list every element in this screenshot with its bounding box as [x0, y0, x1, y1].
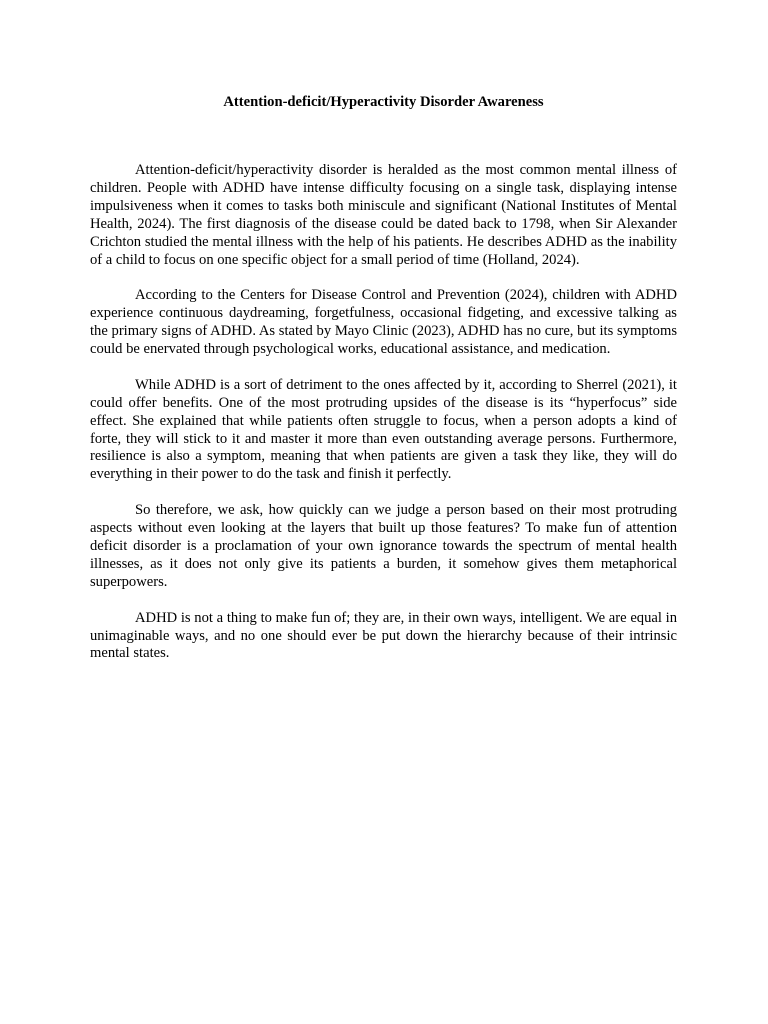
paragraph-5: ADHD is not a thing to make fun of; they are, in their own ways, intelligent. We are equal in unimaginable ways, and no one should ever be put down the hierarchy because of their intrinsic mental states. [90, 609, 677, 662]
paragraph-4: So therefore, we ask, how quickly can we judge a person based on their most protruding aspects without even looking at the layers that built up those features? To make fun of attention deficit disorder is a proclamation of your own ignorance towards the spectrum of mental health illnesses, as it does not only give its patients a burden, it somehow gives them metaphorical superpowers. [90, 502, 677, 590]
paragraph-2: According to the Centers for Disease Control and Prevention (2024), children with ADHD experience continuous daydreaming, forgetfulness, occasional fidgeting, and excessive talking as the primary signs of ADHD. As stated by Mayo Clinic (2023), ADHD has no cure, but its symptoms could be enervated through psychological works, educational assistance, and medication. [90, 287, 677, 358]
paragraph-1: Attention-deficit/hyperactivity disorder is heralded as the most common mental illness of children. People with ADHD have intense difficulty focusing on a single task, displaying intense impulsiveness when it comes to tasks both miniscule and significant (National Institutes of Mental Health, 2024). The first diagnosis of the disease could be dated back to 1798, when Sir Alexander Crichton studied the mental illness with the help of his patients. He describes ADHD as the inability of a child to focus on one specific object for a small period of time (Holland, 2024). [90, 162, 677, 268]
document-title: Attention-deficit/Hyperactivity Disorder Awareness [223, 94, 544, 110]
paragraph-3: While ADHD is a sort of detriment to the ones affected by it, according to Sherrel (2021), it could offer benefits. One of the most protruding upsides of the disease is its “hyperfocus” side effect. She explained that while patients often struggle to focus, when a person adopts a kind of forte, they will stick to it and master it more than even outstanding average persons. Furthermore, resilience is also a symptom, meaning that when patients are given a task they like, they will do everything in their power to do the task and finish it perfectly. [90, 376, 677, 483]
